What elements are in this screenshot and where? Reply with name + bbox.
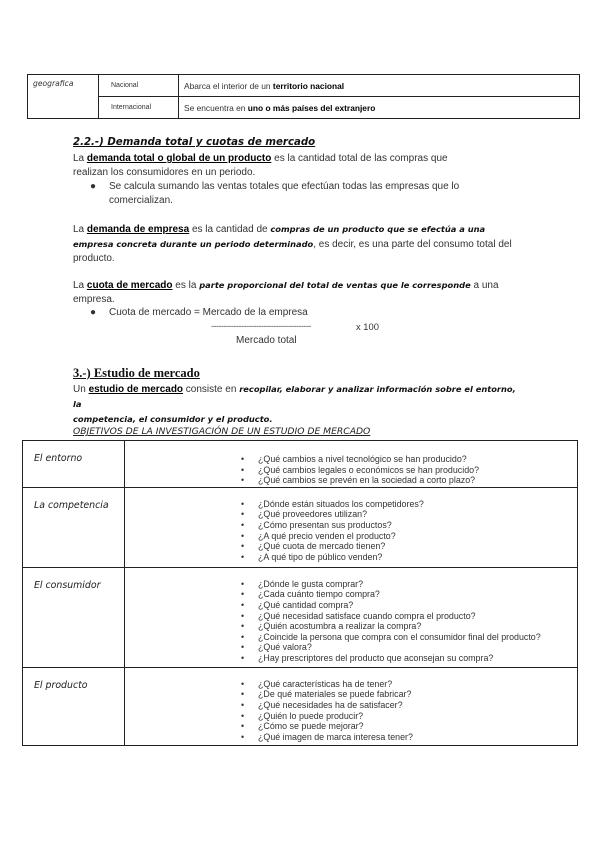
scope-table xyxy=(27,74,580,119)
paragraph-estudio-mercado: Un estudio de mercado consiste en recopilar, elaborar y analizar información sobre el entorno, la competencia, el consumidor y el producto. xyxy=(73,384,516,424)
row-items xyxy=(125,441,578,488)
table-row xyxy=(28,75,580,97)
section-heading-demanda: 2.2.-) Demanda total y cuotas de mercado xyxy=(73,137,316,148)
table-row xyxy=(23,667,578,745)
list-item: • ¿Quién lo puede producir? xyxy=(258,711,576,722)
list-item: • ¿Qué imagen de marca interesa tener? xyxy=(258,732,576,743)
list-item: • ¿Qué proveedores utilizan? xyxy=(258,509,576,520)
list-item: • ¿A qué precio venden el producto? xyxy=(258,531,576,542)
scope-description: Abarca el interior de un territorio nacional xyxy=(179,75,580,97)
list-item: • ¿Qué cambios a nivel tecnológico se han producido? xyxy=(258,454,576,465)
scope-description: Se encuentra en uno o más países del extranjero xyxy=(179,97,580,119)
row-items xyxy=(125,567,578,667)
list-item: ● Se calcula sumando las ventas totales que efectúan todas las empresas que lo comercializan. xyxy=(90,181,460,206)
objectives-title: OBJETIVOS DE LA INVESTIGACIÓN DE UN ESTUDIO DE MERCADO xyxy=(73,426,371,437)
row-label-entorno: El entorno xyxy=(23,441,125,488)
list-item: • ¿Dónde le gusta comprar? xyxy=(258,579,576,590)
list-item: ● Cuota de mercado = Mercado de la empresa xyxy=(90,307,308,318)
table-row xyxy=(23,441,578,488)
list-item: • ¿Qué necesidades ha de satisfacer? xyxy=(258,700,576,711)
list-item: • ¿Qué cambios se prevén en la sociedad a corto plazo? xyxy=(258,475,576,486)
table-row xyxy=(23,487,578,567)
paragraph-cuota-mercado: La cuota de mercado es la parte proporcional del total de ventas que le corresponde a una empresa. xyxy=(73,280,499,305)
objectives-table xyxy=(22,440,578,746)
list-item: • ¿Qué cuota de mercado tienen? xyxy=(258,541,576,552)
row-items xyxy=(125,667,578,745)
paragraph-demanda-total: La demanda total o global de un producto es la cantidad total de las compras que realizan los consumidores en un periodo. xyxy=(73,153,448,178)
list-item: • ¿Qué valora? xyxy=(258,642,576,653)
list-item: • ¿Cada cuánto tiempo compra? xyxy=(258,589,576,600)
paragraph-demanda-empresa: La demanda de empresa es la cantidad de compras de un producto que se efectúa a una empresa concreta durante un periodo determinado, es decir, es una parte del consumo total del producto. xyxy=(73,224,512,264)
list-item: • ¿Qué cantidad compra? xyxy=(258,600,576,611)
formula-fraction-line: ---------------------------------------- xyxy=(211,321,311,331)
list-item: • ¿Qué necesidad satisface cuando compra el producto? xyxy=(258,611,576,622)
table-row xyxy=(28,97,580,119)
list-item: • ¿Coincide la persona que compra con el consumidor final del producto? xyxy=(258,632,576,643)
list-item: • ¿Qué cambios legales o económicos se han producido? xyxy=(258,465,576,476)
formula-factor: x 100 xyxy=(356,321,379,332)
list-item: • ¿A qué tipo de público venden? xyxy=(258,552,576,563)
section-heading-estudio: 3.-) Estudio de mercado xyxy=(73,366,200,380)
table-row xyxy=(23,567,578,667)
list-item: • ¿Qué características ha de tener? xyxy=(258,679,576,690)
list-item: • ¿Hay prescriptores del producto que aconsejan su compra? xyxy=(258,653,576,664)
list-item: • ¿Cómo presentan sus productos? xyxy=(258,520,576,531)
scope-cell: Nacional xyxy=(99,75,179,97)
scope-cell: Internacional xyxy=(99,97,179,119)
row-label-producto: El producto xyxy=(23,667,125,745)
list-item: • ¿Dónde están situados los competidores? xyxy=(258,499,576,510)
row-items xyxy=(125,487,578,567)
list-item: • ¿De qué materiales se puede fabricar? xyxy=(258,689,576,700)
list-item: • ¿Cómo se puede mejorar? xyxy=(258,721,576,732)
list-item: • ¿Quién acostumbra a realizar la compra? xyxy=(258,621,576,632)
row-label-competencia: La competencia xyxy=(23,487,125,567)
region-label: geografica xyxy=(28,75,99,119)
row-label-consumidor: El consumidor xyxy=(23,567,125,667)
formula-denominator: Mercado total xyxy=(236,335,297,346)
